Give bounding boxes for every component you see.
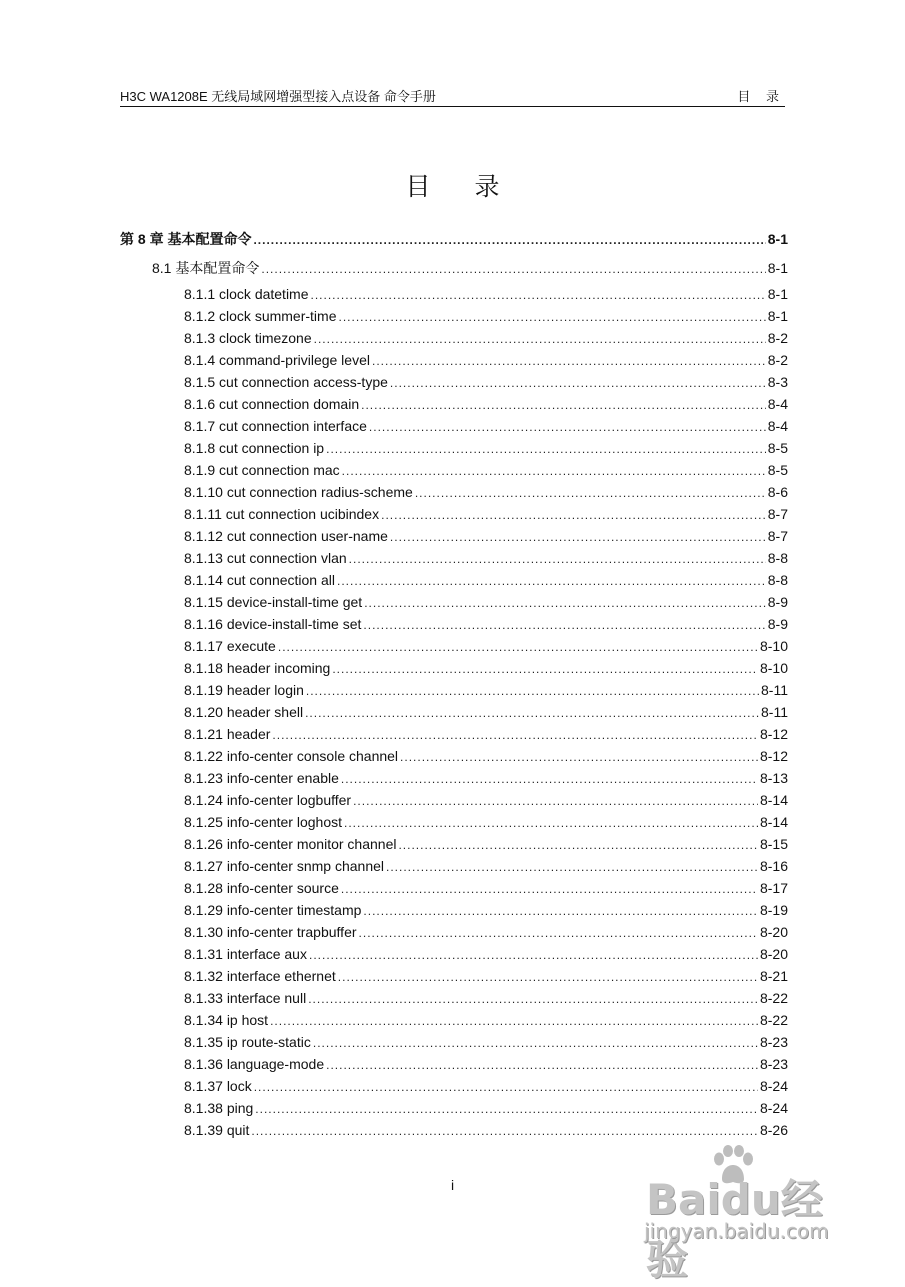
- toc-entry[interactable]: [184, 1097, 788, 1119]
- toc-entry-page: 8-10: [759, 660, 788, 676]
- toc-leader-dots: [270, 1010, 758, 1032]
- toc-entry[interactable]: [184, 613, 788, 635]
- toc-entry-page: 8-11: [761, 704, 788, 720]
- toc-entry[interactable]: [184, 877, 788, 899]
- toc-entry-label: 8.1.15 device-install-time get: [184, 594, 363, 610]
- toc-entry[interactable]: [184, 305, 788, 327]
- toc-entry-page: 8-20: [759, 946, 788, 962]
- header-section-title: 目 录: [737, 89, 785, 104]
- baidu-watermark: [640, 1145, 860, 1284]
- toc-entry-label: 8.1.21 header: [184, 726, 271, 742]
- toc-entry-label: 8.1.1 clock datetime: [184, 286, 309, 302]
- toc-leader-dots: [313, 1032, 758, 1054]
- toc-leader-dots: [253, 229, 765, 251]
- toc-entry-label: 8.1.3 clock timezone: [184, 330, 312, 346]
- toc-entry-label: 8.1.12 cut connection user-name: [184, 528, 388, 544]
- toc-leader-dots: [369, 416, 766, 438]
- toc-section-entry[interactable]: [152, 257, 788, 279]
- toc-leader-dots: [400, 746, 758, 768]
- toc-leader-dots: [311, 284, 766, 306]
- toc-entry-page: 8-3: [767, 374, 788, 390]
- toc-entry-label: 8.1.35 ip route-static: [184, 1034, 311, 1050]
- toc-entry-page: 8-6: [767, 484, 788, 500]
- toc-entry[interactable]: [184, 1031, 788, 1053]
- toc-entry[interactable]: [184, 547, 788, 569]
- toc-leader-dots: [326, 1054, 758, 1076]
- toc-entry[interactable]: [184, 635, 788, 657]
- toc-leader-dots: [305, 702, 759, 724]
- toc-leader-dots: [255, 1098, 758, 1120]
- toc-entry-label: 8.1.11 cut connection ucibindex: [184, 506, 380, 522]
- toc-entry[interactable]: [184, 349, 788, 371]
- toc-entry-page: 8-23: [759, 1056, 788, 1072]
- toc-entry-page: 8-5: [767, 462, 788, 478]
- toc-leader-dots: [381, 504, 766, 526]
- toc-entry-page: 8-1: [767, 260, 788, 276]
- toc-entry[interactable]: [184, 283, 788, 305]
- toc-leader-dots: [341, 768, 758, 790]
- toc-leader-dots: [363, 614, 765, 636]
- toc-entry-page: 8-20: [759, 924, 788, 940]
- toc-entry-label: 8.1.22 info-center console channel: [184, 748, 399, 764]
- toc-entry[interactable]: [184, 855, 788, 877]
- toc-entry-page: 8-24: [759, 1078, 788, 1094]
- toc-leader-dots: [254, 1076, 758, 1098]
- toc-entry-page: 8-2: [767, 352, 788, 368]
- toc-entry-label: 8.1.19 header login: [184, 682, 304, 698]
- toc-entry[interactable]: [184, 481, 788, 503]
- toc-entry[interactable]: [184, 943, 788, 965]
- toc-entry-label: 8.1.29 info-center timestamp: [184, 902, 362, 918]
- toc-entry-label: 8.1.25 info-center loghost: [184, 814, 342, 830]
- toc-entry-page: 8-7: [767, 506, 788, 522]
- toc-entry[interactable]: [184, 1009, 788, 1031]
- toc-leader-dots: [349, 548, 766, 570]
- toc-entry-label: 8.1.36 language-mode: [184, 1056, 325, 1072]
- toc-entry-label: 8.1.28 info-center source: [184, 880, 339, 896]
- page-title: 目 录: [405, 172, 518, 201]
- toc-entry[interactable]: [184, 701, 788, 723]
- toc-entry-label: 8.1.4 command-privilege level: [184, 352, 370, 368]
- toc-leader-dots: [344, 812, 758, 834]
- toc-leader-dots: [342, 460, 766, 482]
- toc-entry-page: 8-12: [759, 726, 788, 742]
- toc-entry-page: 8-22: [759, 1012, 788, 1028]
- toc-entry[interactable]: [184, 503, 788, 525]
- toc-entry-label: 8.1.23 info-center enable: [184, 770, 339, 786]
- toc-leader-dots: [337, 570, 766, 592]
- toc-entry-label: 8.1.30 info-center trapbuffer: [184, 924, 357, 940]
- toc-entry-page: 8-1: [767, 231, 788, 247]
- toc-entry-label: 8.1.7 cut connection interface: [184, 418, 367, 434]
- toc-entry-label: 8.1.8 cut connection ip: [184, 440, 325, 456]
- toc-entry-page: 8-1: [767, 308, 788, 324]
- toc-entry-page: 8-12: [759, 748, 788, 764]
- toc-leader-dots: [261, 258, 765, 280]
- toc-entry[interactable]: [184, 1075, 788, 1097]
- toc-entry[interactable]: [184, 767, 788, 789]
- toc-entry-page: 8-8: [767, 572, 788, 588]
- toc-entry-page: 8-16: [759, 858, 788, 874]
- toc-leader-dots: [390, 372, 766, 394]
- toc-entry-label: 8.1 基本配置命令: [152, 260, 260, 276]
- toc-entry-page: 8-14: [759, 792, 788, 808]
- toc-leader-dots: [326, 438, 766, 460]
- toc-entry-page: 8-5: [767, 440, 788, 456]
- toc-entry[interactable]: [184, 657, 788, 679]
- toc-entry-page: 8-14: [759, 814, 788, 830]
- toc-entry-label: 8.1.16 device-install-time set: [184, 616, 362, 632]
- toc-entry[interactable]: [184, 371, 788, 393]
- toc-entry-label: 8.1.39 quit: [184, 1122, 250, 1138]
- toc-leader-dots: [390, 526, 766, 548]
- toc-entry[interactable]: [184, 789, 788, 811]
- toc-entry-label: 8.1.18 header incoming: [184, 660, 331, 676]
- page-header: [120, 86, 785, 107]
- toc-entry-page: 8-9: [767, 594, 788, 610]
- toc-entry-label: 8.1.38 ping: [184, 1100, 254, 1116]
- toc-entry[interactable]: [184, 1119, 788, 1141]
- watermark-brand: Baidu经验: [646, 1175, 823, 1284]
- toc-entry[interactable]: [184, 811, 788, 833]
- toc-entry-label: 8.1.13 cut connection vlan: [184, 550, 347, 566]
- toc-entry[interactable]: [184, 437, 788, 459]
- toc-entry-page: 8-8: [767, 550, 788, 566]
- toc-entry-label: 8.1.2 clock summer-time: [184, 308, 337, 324]
- toc-entry[interactable]: [184, 899, 788, 921]
- toc-entry[interactable]: [184, 965, 788, 987]
- toc-leader-dots: [309, 944, 758, 966]
- toc-entry[interactable]: [184, 569, 788, 591]
- toc-entry-label: 8.1.27 info-center snmp channel: [184, 858, 385, 874]
- toc-chapter-entry[interactable]: [120, 228, 788, 250]
- toc-leader-dots: [341, 878, 758, 900]
- toc-entry-page: 8-4: [767, 418, 788, 434]
- toc-entry-page: 8-10: [759, 638, 788, 654]
- toc-entry-page: 8-17: [759, 880, 788, 896]
- toc-entry[interactable]: [184, 1053, 788, 1075]
- toc-entry-label: 8.1.20 header shell: [184, 704, 304, 720]
- header-document-title: H3C WA1208E 无线局域网增强型接入点设备 命令手册: [120, 89, 436, 104]
- toc-entry[interactable]: [184, 723, 788, 745]
- watermark-url: jingyan.baidu.com: [644, 1219, 829, 1243]
- toc-entry[interactable]: [184, 393, 788, 415]
- toc-leader-dots: [415, 482, 766, 504]
- toc-leader-dots: [272, 724, 758, 746]
- toc-entry-page: 8-15: [759, 836, 788, 852]
- toc-entry-label: 8.1.32 interface ethernet: [184, 968, 336, 984]
- toc-entry-page: 8-23: [759, 1034, 788, 1050]
- toc-leader-dots: [278, 636, 758, 658]
- toc-leader-dots: [386, 856, 758, 878]
- toc-entry[interactable]: [184, 327, 788, 349]
- toc-entry-page: 8-2: [767, 330, 788, 346]
- toc-leader-dots: [338, 306, 765, 328]
- toc-entry[interactable]: [184, 525, 788, 547]
- toc-entry-label: 8.1.17 execute: [184, 638, 276, 654]
- toc-entry[interactable]: [184, 459, 788, 481]
- toc-entry-page: 8-13: [759, 770, 788, 786]
- toc-entry[interactable]: [184, 679, 788, 701]
- toc-entry-label: 8.1.9 cut connection mac: [184, 462, 340, 478]
- toc-leader-dots: [364, 592, 766, 614]
- toc-entry-page: 8-19: [759, 902, 788, 918]
- toc-entry-label: 8.1.14 cut connection all: [184, 572, 335, 588]
- toc-entry[interactable]: [184, 415, 788, 437]
- toc-entry-page: 8-26: [759, 1122, 788, 1138]
- toc-leader-dots: [251, 1120, 758, 1142]
- toc-entry-label: 8.1.5 cut connection access-type: [184, 374, 388, 390]
- toc-entry-page: 8-1: [767, 286, 788, 302]
- toc-entry-label: 8.1.34 ip host: [184, 1012, 269, 1028]
- toc-entry-page: 8-22: [759, 990, 788, 1006]
- toc-entry[interactable]: [184, 921, 788, 943]
- toc-entry-page: 8-21: [759, 968, 788, 984]
- toc-entry-label: 8.1.10 cut connection radius-scheme: [184, 484, 413, 500]
- toc-leader-dots: [353, 790, 758, 812]
- toc-leader-dots: [314, 328, 766, 350]
- toc-entry-page: 8-24: [759, 1100, 788, 1116]
- toc-entry-label: 8.1.37 lock: [184, 1078, 252, 1094]
- toc-entry[interactable]: [184, 745, 788, 767]
- toc-leader-dots: [398, 834, 758, 856]
- toc-entry[interactable]: [184, 833, 788, 855]
- toc-entry-page: 8-4: [767, 396, 788, 412]
- toc-leader-dots: [363, 900, 758, 922]
- toc-leader-dots: [359, 922, 758, 944]
- toc-entry[interactable]: [184, 987, 788, 1009]
- toc-entry-label: 8.1.33 interface null: [184, 990, 307, 1006]
- toc-leader-dots: [308, 988, 758, 1010]
- toc-entry-page: 8-11: [761, 682, 788, 698]
- toc-entry[interactable]: [184, 591, 788, 613]
- toc-entry-label: 8.1.24 info-center logbuffer: [184, 792, 352, 808]
- page-number: i: [450, 1177, 455, 1193]
- toc-entry-label: 8.1.6 cut connection domain: [184, 396, 360, 412]
- toc-leader-dots: [372, 350, 766, 372]
- toc-leader-dots: [338, 966, 758, 988]
- toc-leader-dots: [332, 658, 758, 680]
- toc-entry-label: 8.1.26 info-center monitor channel: [184, 836, 397, 852]
- toc-entry-page: 8-9: [767, 616, 788, 632]
- toc-leader-dots: [306, 680, 759, 702]
- toc-entry-label: 第 8 章 基本配置命令: [120, 231, 252, 247]
- toc-entry-label: 8.1.31 interface aux: [184, 946, 307, 962]
- toc-leader-dots: [361, 394, 766, 416]
- toc-entry-page: 8-7: [767, 528, 788, 544]
